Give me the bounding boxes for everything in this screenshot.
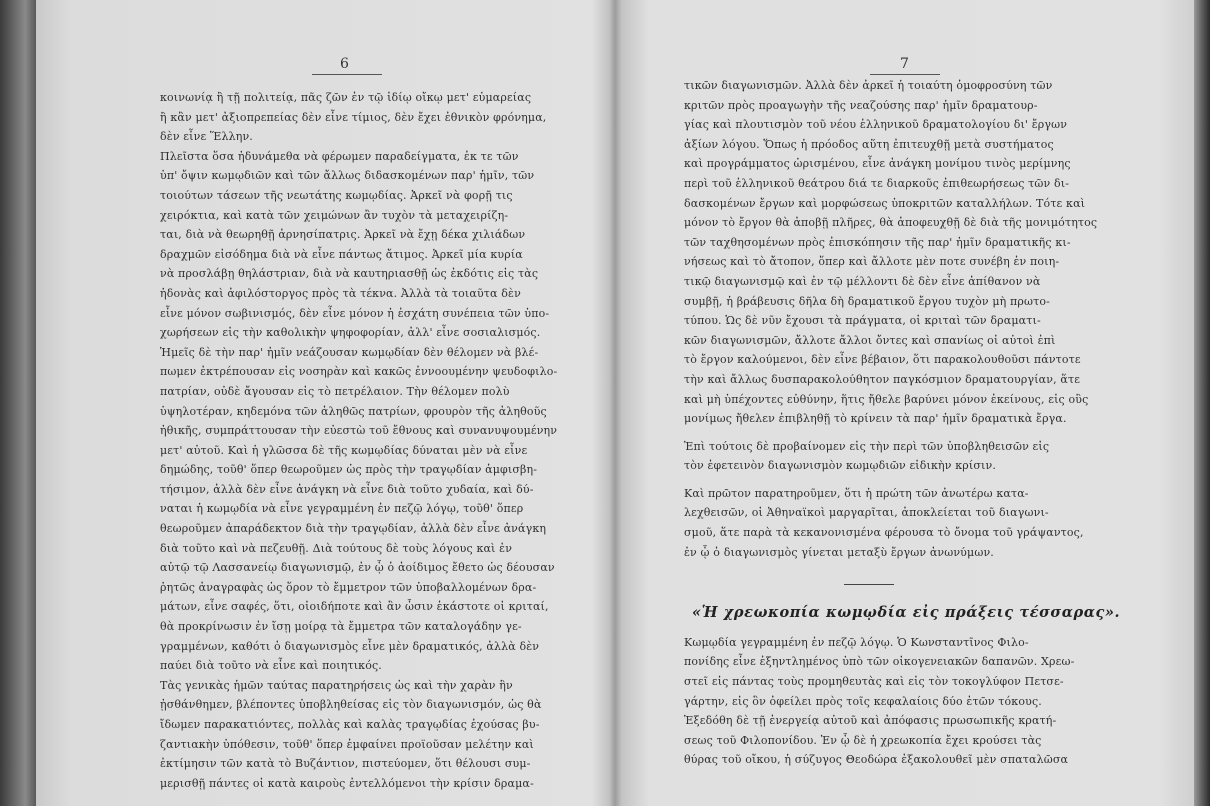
text-line: Ἡμεῖς δὲ τὴν παρ' ἡμῖν νεάζουσαν κωμῳδίαν δὲν θέλομεν νὰ βλέ- <box>160 345 539 359</box>
text-line: Καὶ πρῶτον παρατηροῦμεν, ὅτι ἡ πρώτη τῶν ἀνωτέρω κατα- <box>684 486 1029 500</box>
text-line: γραμμένων, καθότι ὁ διαγωνισμὸς εἶνε μὲν δραματικός, ἀλλὰ δὲν <box>160 639 540 653</box>
text-line: Ἐπὶ τούτοις δὲ προβαίνομεν εἰς τὴν περὶ τῶν ὑποβληθεισῶν εἰς <box>684 439 1050 453</box>
book-binding-left <box>0 0 36 806</box>
text-line: διὰ τοῦτο καὶ νὰ πεζευθῇ. Διὰ τούτους δὲ τοὺς λόγους καὶ ἐν <box>160 541 513 555</box>
text-line: θύρας τοῦ οἴκου, ἡ σύζυγος Θεοδώρα ἐξακολουθεῖ μὲν σπαταλῶσα <box>684 753 1069 767</box>
text-line: μόνον τὸ ἔργον θὰ ἀποβῇ πλῆρες, θὰ ἀποφευχθῇ δὲ διὰ τῆς μονιμότητος <box>684 216 1098 230</box>
text-line: ῥητῶς ἀναγραφὰς ὡς ὅρον τὸ ἔμμετρον τῶν ὑποβαλλομένων δρα- <box>160 580 537 594</box>
text-line: ται, διὰ νὰ θεωρηθῇ ἀρνησίπατρις. Ἀρκεῖ νὰ ἔχῃ δέκα χιλιάδων <box>160 228 526 242</box>
text-line: τὸ ἔργον καλούμενοι, δὲν εἶνε βέβαιον, ὅτι παρακολουθοῦσι πάντοτε <box>684 353 1081 367</box>
text-line: δημώδης, τοῦθ' ὅπερ θεωροῦμεν ὡς πρὸς τὴν τραγῳδίαν ἀμφισβη- <box>160 463 538 477</box>
text-line: ἀξίων λόγου. Ὅπως ἡ πρόοδος αὕτη ἐπιτευχθῇ μετὰ συστήματος <box>684 137 1054 151</box>
text-line: παύει διὰ τοῦτο νὰ εἶνε καὶ ποιητικός. <box>160 659 382 673</box>
page-number: 6 <box>340 56 349 72</box>
text-line: πατρίαν, οὐδὲ ἄγουσαν εἰς τὸ πετρέλαιον. Τὴν θέλομεν πολὺ <box>160 384 510 398</box>
text-line: μάτων, εἶνε σαφές, ὅτι, οἱοιδήποτε καὶ ἂν ὦσιν ἑκάστοτε οἱ κριταί, <box>160 600 549 614</box>
text-after-section <box>684 633 1084 770</box>
text-line: καὶ μὴ ὑπέχοντες εὐθύνην, ἥτις ἤθελε βαρύνει μόνον ἐκείνους, εἰς οὓς <box>684 392 1089 406</box>
text-line: Τὰς γενικὰς ἡμῶν ταύτας παρατηρήσεις ὡς καὶ τὴν χαρὰν ἣν <box>160 678 513 692</box>
text-line: δὲν εἶνε Ἕλλην. <box>160 130 253 144</box>
text-line: νήσεως καὶ τὸ ἄτοπον, ὅπερ καὶ ἄλλοτε μὲν ποτε συνέβη ἐν ποιη- <box>684 255 1060 269</box>
section-divider <box>844 584 894 585</box>
text-line: τύπου. Ὡς δὲ νῦν ἔχουσι τὰ πράγματα, οἱ κριταὶ τῶν δραματι- <box>684 314 1041 328</box>
text-line: δραχμῶν εἰσόδημα διὰ νὰ εἶνε πάντως ἄτιμος. Ἀρκεῖ μία κυρία <box>160 247 523 261</box>
text-line: σμοῦ, ἅτε παρὰ τὰ κεκανονισμένα φέρουσα τὸ ὄνομα τοῦ γράψαντος, <box>684 526 1084 540</box>
book-binding-right <box>1194 0 1210 806</box>
text-line: μετ' αὐτοῦ. Καὶ ἡ γλῶσσα δὲ τῆς κωμῳδίας δύναται μὲν νὰ εἶνε <box>160 443 528 457</box>
text-line: λεχθεισῶν, οἱ Ἀθηναϊκοὶ μαργαρῖται, ἀποκλείεται τοῦ διαγωνι- <box>684 506 1049 520</box>
text-line: ἐκτίμησιν τῶν κατὰ τὸ Βυζάντιον, πιστεύομεν, ὅτι θέλουσι συμ- <box>160 757 531 771</box>
text-line: μερισθῇ πάντες οἱ κατὰ καιροὺς ἐντελλόμενοι τὴν κρίσιν δραμα- <box>160 776 534 790</box>
text-line: ἢ κἂν μετ' ἀξιοπρεπείας δὲν εἶνε τίμιος, δὲν ἔχει ἐθνικὸν φρόνημα, <box>160 110 547 124</box>
text-line: τικῶν διαγωνισμῶν. Ἀλλὰ δὲν ἀρκεῖ ἡ τοιαύτη ὁμοφροσύνη τῶν <box>684 79 1053 92</box>
text-line: ἡδονὰς καὶ ἀφιλόστοργος πρὸς τὰ τέκνα. Ἀλλὰ τὰ τοιαῦτα δὲν <box>160 286 521 300</box>
text-line: θὰ προκρίνωσιν ἐν ἴσῃ μοίρᾳ τὰ ἔμμετρα τῶν καταλογάδην γε- <box>160 620 522 634</box>
page-number-rule <box>870 74 940 75</box>
text-line: εἶνε μόνον σωβινισμός, δὲν εἶνε μόνον ἡ ἐσχάτη συνέπεια τῶν ὑπο- <box>160 306 550 320</box>
book-spread <box>36 0 1194 806</box>
text-line: πονίδης εἶνε ἐξηντλημένος ὑπὸ τῶν οἰκογενειακῶν δαπανῶν. Χρεω- <box>684 655 1075 669</box>
text-line: συμβῇ, ἡ βράβευσις δῆλα δὴ δραματικοῦ ἔργου τυχὸν μὴ πρωτο- <box>684 294 1051 308</box>
text-line: τὴν καὶ ἄλλως δυσπαρακολούθητον παγκόσμιον δραματουργίαν, ἅτε <box>684 372 1081 386</box>
text-line: καὶ προγράμματος ὡρισμένου, εἶνε ἀνάγκη μονίμου τινὸς μερίμνης <box>684 157 1071 171</box>
text-line: νὰ προσλάβῃ θηλάστριαν, διὰ νὰ καυτηριασθῇ ὡς ἐκδότις εἰς τὰς <box>160 267 539 281</box>
text-line: χωρήσεων εἰς τὴν καθολικὴν ψηφοφορίαν, ἀλλ' εἶνε σοσιαλισμός. <box>160 326 541 340</box>
left-page-text <box>160 88 560 793</box>
page-number: 7 <box>900 56 909 72</box>
text-line: ναται ἡ κωμῳδία νὰ εἶνε γεγραμμένη ἐν πεζῷ λόγῳ, τοῦθ' ὅπερ <box>160 502 524 516</box>
text-line: κῶν διαγωνισμῶν, ἄλλοτε ἄλλοι ὄντες καὶ σπανίως οἱ αὐτοὶ ἐπὶ <box>684 333 1056 347</box>
text-line: χειρόκτια, καὶ κατὰ τῶν χειμώνων ἂν τυχὸν τὰ μεταχειρίζη- <box>160 208 509 222</box>
text-line: τικῷ διαγωνισμῷ καὶ ἐν τῷ μέλλοντι δὲ δὲν εἶνε ἀπίθανον νὰ <box>684 274 1041 288</box>
text-line: γίας καὶ πλουτισμὸν τοῦ νέου ἑλληνικοῦ δραματολογίου δι' ἔργων <box>684 118 1068 132</box>
text-before-section <box>684 76 1098 562</box>
text-line: πωμεν ἐκτρέπουσαν εἰς νοσηρὰν καὶ κακῶς ἐννοουμένην ψευδοφιλο- <box>160 365 558 379</box>
page-number-rule <box>312 74 382 75</box>
text-line: μονίμως ἤθελεν ἐπιβληθῇ τὸ κρίνειν τὰ παρ' ἡμῖν δραματικὰ ἔργα. <box>684 412 1067 426</box>
text-line: ζαντιακὴν ὑπόθεσιν, τοῦθ' ὅπερ ἐμφαίνει προϊοῦσαν μελέτην καὶ <box>160 737 534 751</box>
text-line: κριτῶν πρὸς προαγωγὴν τῆς νεαζούσης παρ' ἡμῖν δραματουρ- <box>684 98 1038 112</box>
section-heading: «Ἡ χρεωκοπία κωμῳδία εἰς πράξεις τέσσαρας». <box>692 604 1121 622</box>
text-line: περὶ τοῦ ἑλληνικοῦ θεάτρου διά τε διαρκοῦς ἐπιθεωρήσεως τῶν δι- <box>684 176 1070 190</box>
text-line: θεωροῦμεν ἀπαράδεκτον διὰ τὴν τραγῳδίαν, ἀλλὰ δὲν εἶνε ἀνάγκη <box>160 522 547 536</box>
text-line: τοιούτων τάσεων τῆς νεωτάτης κωμῳδίας. Ἀρκεῖ νὰ φορῇ τις <box>160 188 513 202</box>
text-line: αὐτῷ τῷ Λασσανείῳ διαγωνισμῷ, ἐν ᾧ ὁ ἀοίδιμος ἔθετο ὡς δέουσαν <box>160 561 555 575</box>
left-page <box>36 0 608 806</box>
text-line: ὑψηλοτέραν, κηδεμόνα τῶν ἀληθῶς πατρίων, φρουρὸν τῆς ἀληθοῦς <box>160 404 547 418</box>
text-line: σεως τοῦ Φιλοπονίδου. Ἐν ᾧ δὲ ἡ χρεωκοπία ἔχει κρούσει τὰς <box>684 733 1042 747</box>
text-line: τὸν ἐφετεινὸν διαγωνισμὸν κωμῳδιῶν εἰδικὴν κρίσιν. <box>684 459 996 473</box>
text-line: γάρτην, εἰς ὃν ὀφείλει πρὸς τοῖς κεφαλαίοις δύο ἐτῶν τόκους. <box>684 694 1042 708</box>
text-line: κοινωνίᾳ ἢ τῇ πολιτείᾳ, πᾶς ζῶν ἐν τῷ ἰδίῳ οἴκῳ μετ' εὐμαρείας <box>160 91 532 104</box>
text-line: Ἐξεδόθη δὲ τῇ ἐνεργείᾳ αὐτοῦ καὶ ἀπόφασις πρωσωπικῆς κρατή- <box>684 714 1057 728</box>
text-line: Κωμῳδία γεγραμμένη ἐν πεζῷ λόγῳ. Ὁ Κωνσταντῖνος Φιλο- <box>684 635 1029 649</box>
text-line: Πλεῖστα ὅσα ἠδυνάμεθα νὰ φέρωμεν παραδείγματα, ἐκ τε τῶν <box>160 149 519 163</box>
text-line: ἠθικῆς, συμπράττουσαν τὴν εὐεστὼ τοῦ ἔθνους καὶ συνανυψουμένην <box>160 424 558 438</box>
text-line: στεῖ εἰς πάντας τοὺς προμηθευτὰς καὶ εἰς τὸν τοκογλύφον Πετσε- <box>684 675 1064 689</box>
text-line: τήσιμον, ἀλλὰ δὲν εἶνε ἀνάγκη νὰ εἶνε διὰ τοῦτο χυδαία, καὶ δύ- <box>160 482 534 496</box>
text-line: ἐν ᾧ ὁ διαγωνισμὸς γίνεται μεταξὺ ἔργων ἀνωνύμων. <box>684 545 994 559</box>
right-page <box>622 0 1194 806</box>
right-page-text <box>684 76 1121 770</box>
text-line: δασκομένων ἔργων καὶ μορφώσεως ὑποκριτῶν καταλλήλων. Τότε καὶ <box>684 196 1086 210</box>
text-line: ᾐσθάνθημεν, βλέποντες ὑποβληθείσας εἰς τὸν διαγωνισμόν, ὡς θὰ <box>160 698 542 712</box>
text-line: ὑπ' ὄψιν κωμῳδιῶν καὶ τῶν ἄλλως διδασκομένων παρ' ἡμῖν, τῶν <box>160 169 535 183</box>
text-line: τῶν ταχθησομένων πρὸς ἐπισκόπησιν τῆς παρ' ἡμῖν δραματικῆς κι- <box>684 235 1071 249</box>
text-line: ἴδωμεν παρακατιόντες, πολλὰς καὶ καλὰς τραγῳδίας ἐχούσας βυ- <box>160 718 540 731</box>
